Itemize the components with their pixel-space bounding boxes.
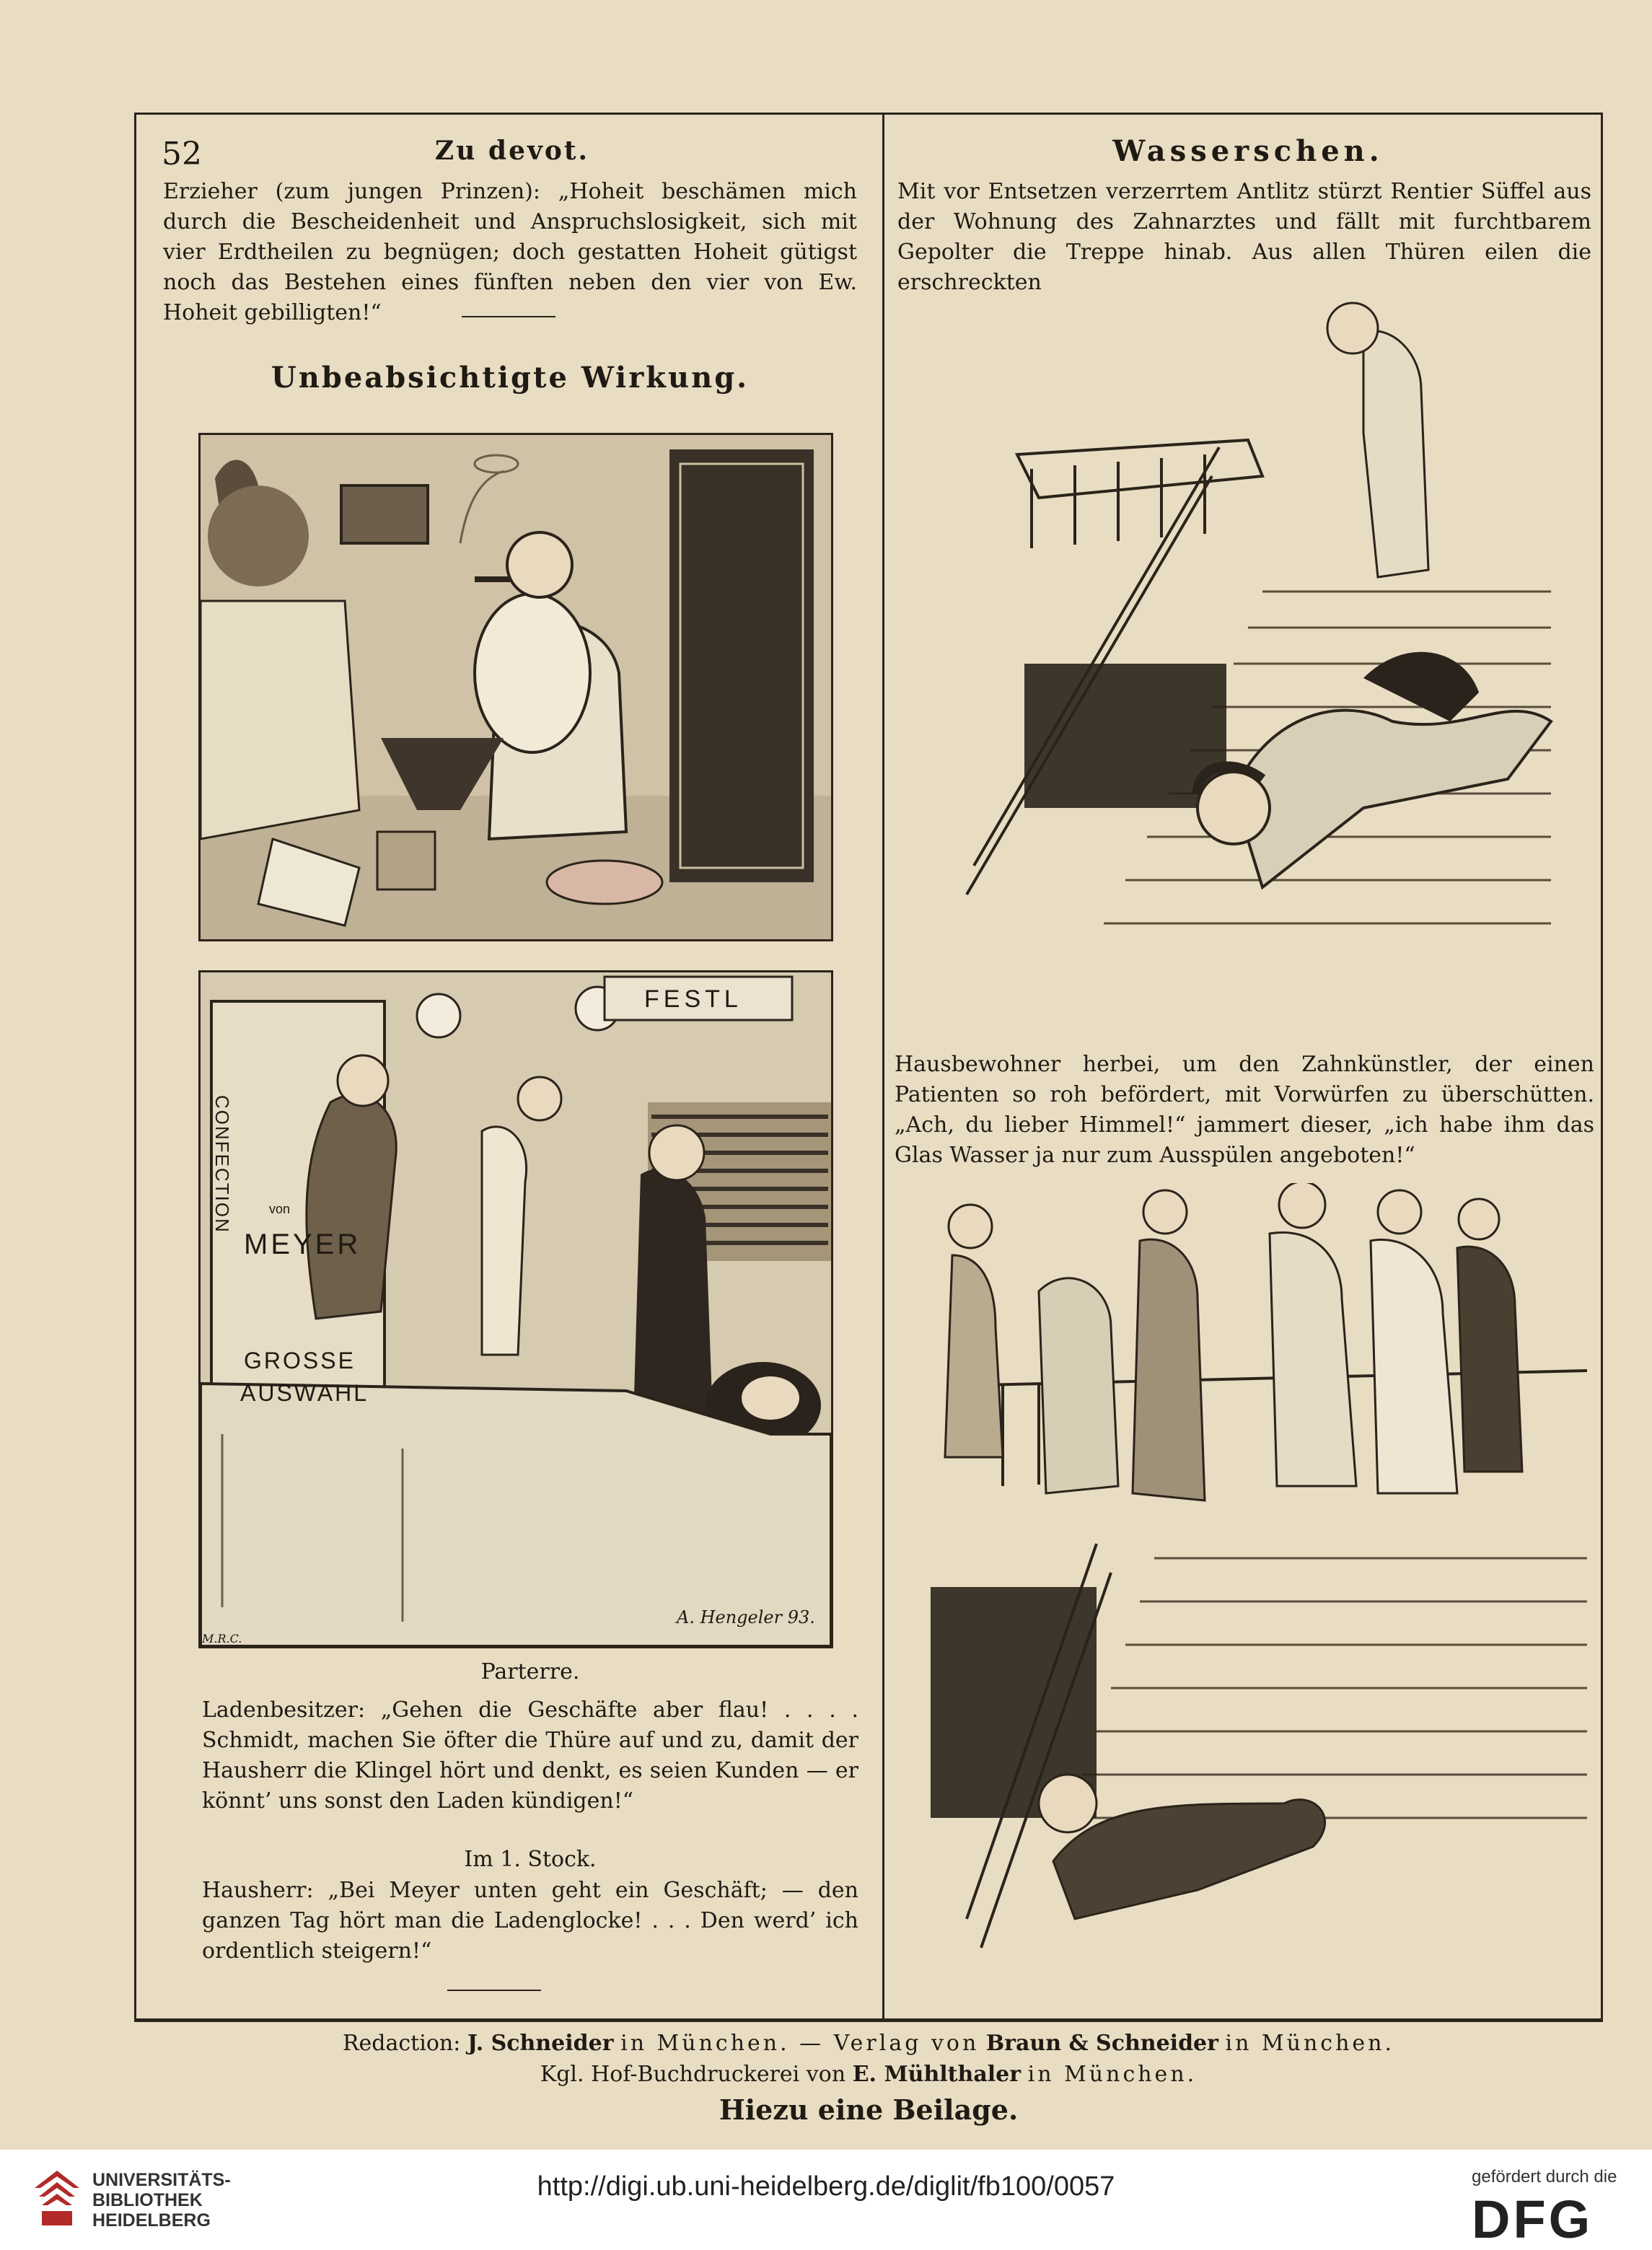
separator-rule [462, 316, 555, 317]
library-name-line-2: BIBLIOTHEK [92, 2190, 203, 2210]
shop-sign-von: von [269, 1202, 291, 1216]
library-name-line-1: UNIVERSITÄTS- [92, 2170, 231, 2190]
footer-rule [134, 2021, 1603, 2022]
dfg-logo[interactable]: DFG [1472, 2189, 1594, 2249]
imprint-publisher: Braun & Schneider [985, 2031, 1218, 2056]
middle-heading: Unbeabsichtigte Wirkung. [271, 361, 750, 395]
cartoon-armchair [198, 433, 833, 941]
imprint-line-2 [134, 2062, 1603, 2087]
imprint-printer: E. Mühlthaler [852, 2062, 1021, 2087]
caption-parterre: Parterre. [480, 1659, 580, 1684]
illustration-crowd [909, 1183, 1594, 1991]
library-name-line-3: HEIDELBERG [92, 2210, 211, 2231]
separator-rule-2 [447, 1990, 541, 1991]
illustration-falling [959, 289, 1594, 1024]
caption-hausherr: Hausherr: „Bei Meyer unten geht ein Geschäft; — den ganzen Tag hört man die Ladenglocke! . . . Den werd’ ich ordentlich steigern!“ [202, 1878, 858, 1964]
left-paragraph: Erzieher (zum jungen Prinzen): „Hoheit beschämen mich durch die Bescheidenheit und Anspruchslosigkeit, sich mit vier Erdtheilen zu begnügen; doch gestatten Hoheit gütigst noch das Bestehen eines fünften neben den vier von Ew. Hoheit gebilligten!“ [163, 179, 857, 325]
funded-by-text: gefördert durch die [1472, 2167, 1617, 2187]
shop-sign-auswahl: AUSWAHL [240, 1380, 369, 1406]
cartoon-shop-drawing [201, 972, 831, 1646]
artist-signature: A. Hengeler 93. [677, 1607, 815, 1627]
imprint-printer-label: Kgl. Hof-Buchdruckerei von [540, 2062, 846, 2087]
illustration-falling-drawing [959, 289, 1594, 1024]
imprint-line-1 [134, 2031, 1603, 2056]
shop-sign-name: MEYER [244, 1229, 361, 1260]
page-number: 52 [162, 136, 202, 172]
imprint-redaction-label: Redaction: [342, 2031, 461, 2056]
shop-sign-confection: CONFECTION [211, 1095, 233, 1234]
column-divider [882, 114, 884, 2019]
imprint-editor: J. Schneider [467, 2031, 614, 2056]
imprint-place: in München. — Verlag von [620, 2031, 980, 2056]
left-title: Zu devot. [434, 136, 590, 166]
shop-sign-festl: FESTL [644, 985, 742, 1013]
cartoon-shop [198, 970, 833, 1648]
imprint-printer-place: in München. [1027, 2062, 1198, 2087]
caption-stock: Im 1. Stock. [464, 1847, 597, 1872]
right-title: Wasserschen. [1112, 134, 1384, 168]
imprint-supplement: Hiezu eine Beilage. [719, 2093, 1019, 2126]
shop-sign-grosse: GROSSE [244, 1348, 356, 1374]
illustration-crowd-drawing [909, 1183, 1594, 1991]
printer-mark: M.R.C. [202, 1632, 242, 1645]
cartoon-armchair-drawing [201, 435, 831, 939]
caption-ladenbesitzer: Ladenbesitzer: „Gehen die Geschäfte aber flau! . . . . Schmidt, machen Sie öfter die Thüre auf und zu, damit der Hausherr die Klingel hört und denkt, es seien Kunden — er könnt’ uns sonst den Laden kündigen!“ [202, 1697, 858, 1814]
right-paragraph: Mit vor Entsetzen verzerrtem Antlitz stürzt Rentier Süffel aus der Wohnung des Zahnarztes und fällt mit furchtbarem Gepolter die Treppe hinab. Aus allen Thüren eilen die erschreckten [897, 179, 1591, 295]
permalink-url[interactable]: http://digi.ub.uni-heidelberg.de/diglit/fb100/0057 [537, 2171, 1115, 2202]
imprint-place-2: in München. [1225, 2031, 1395, 2056]
right-paragraph-2: Hausbewohner herbei, um den Zahnkünstler, der einen Patienten so roh befördert, mit Vorwürfen zu überschütten. „Ach, du lieber Himmel!“ jammert dieser, „ich habe ihm das Glas Wasser ja nur zum Ausspülen angeboten!“ [895, 1052, 1594, 1168]
